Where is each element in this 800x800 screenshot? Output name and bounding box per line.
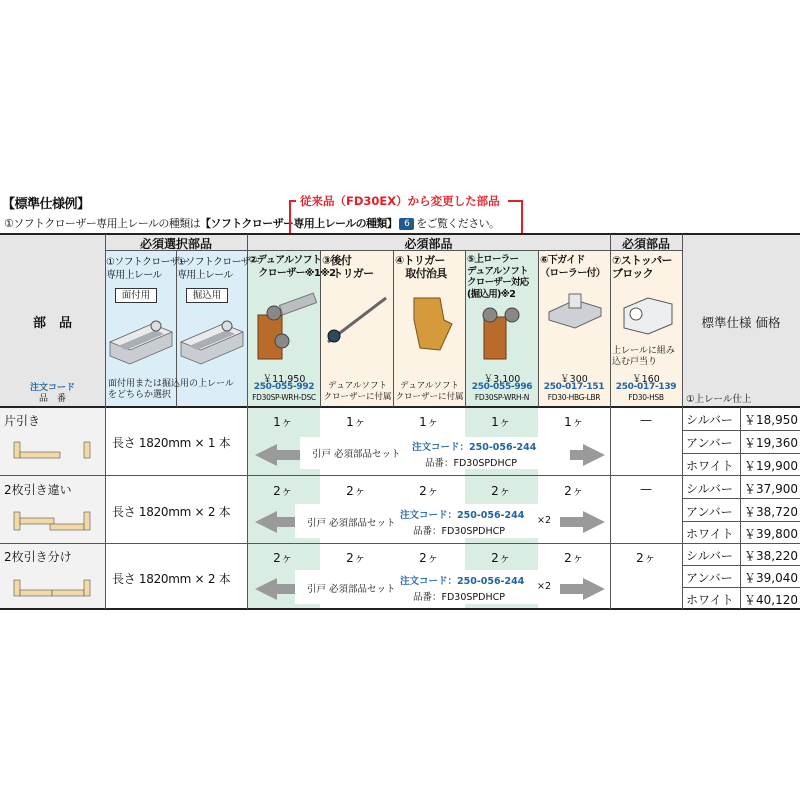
row-3-set-label: 引戸 必須部品セット — [307, 584, 396, 595]
rail-recessed-badge: 掘込用 — [186, 288, 228, 303]
dual-soft-closer-image — [254, 285, 318, 365]
part-3-name: ③後付 トリガー — [322, 254, 374, 280]
row-1-length: 長さ 1820mm × 1 本 — [112, 436, 231, 450]
row-1-qty-7: — — [640, 413, 652, 427]
price-sub-2b — [682, 521, 800, 522]
row-3-set-pno: 品番：FD30SPDHCP — [413, 592, 505, 603]
table-bottom-border — [0, 608, 800, 610]
parts-header-label: 部 品 — [32, 316, 72, 331]
bracket-right-top — [508, 200, 522, 202]
spec-finish-header: ①上レール仕上 — [686, 394, 752, 405]
part-7-note: 上レールに組み 込む戸当り — [612, 346, 675, 367]
reference-badge[interactable]: 6 — [399, 218, 414, 230]
price-sub-3b — [682, 587, 800, 588]
part-6-name: ⑥下ガイド （ローラー付） — [540, 255, 606, 279]
trigger-jig-image — [400, 290, 460, 355]
selectable-group-label: 必須選択部品 — [139, 237, 212, 251]
row-1-label: 片引き — [4, 414, 41, 428]
vline-8 — [682, 234, 683, 609]
row-2-multiplier: ×2 — [537, 515, 552, 526]
row-1-color-1: シルバー — [686, 413, 733, 427]
row-1-set-box — [300, 437, 570, 469]
part-2-price: ￥11,950 — [262, 374, 306, 385]
row-2-color-2: アンバー — [686, 505, 733, 519]
rail-option1-name: ①ソフトクローザー 専用上レール — [106, 257, 189, 281]
part-5-name: ⑤上ローラー デュアルソフト クローザー対応 (掘込用)※2 — [467, 254, 529, 300]
lower-guide-image — [545, 288, 605, 338]
page-title: 【標準仕様例】 — [2, 197, 90, 212]
row-2-set-code: 注文コード：250-056-244 — [400, 510, 525, 521]
row-2-set-label: 引戸 必須部品セット — [307, 518, 396, 529]
part-2-name: ②デュアルソフト クローザー※1※2 — [249, 255, 336, 279]
bracket-left-vertical — [289, 200, 291, 236]
row-1-price-1: ￥18,950 — [744, 413, 798, 427]
row-2-label: 2枚引き違い — [4, 483, 72, 497]
row-3-qty-7: 2ヶ — [636, 551, 656, 565]
row-2-price-3: ￥39,800 — [744, 527, 798, 541]
row-1-price-2: ￥19,360 — [744, 436, 798, 450]
price-sub-3a — [682, 565, 800, 566]
note-text-before: ①ソフトクローザー専用上レールの種類は — [4, 217, 201, 230]
row-3-color-3: ホワイト — [686, 593, 734, 607]
row-3-label: 2枚引き分け — [4, 550, 72, 564]
row-1-color-2: アンバー — [686, 436, 733, 450]
row-3-qty-5: 2ヶ — [491, 551, 511, 565]
part-2-code: 250-055-992 — [253, 382, 315, 392]
row-1-qty-3: 1ヶ — [346, 415, 366, 429]
required-group-label: 必須部品 — [404, 237, 453, 251]
row-3-price-3: ￥40,120 — [744, 593, 798, 607]
row-1-qty-6: 1ヶ — [564, 415, 584, 429]
part-4-note: デュアルソフト クローザーに付属 — [395, 381, 464, 402]
changed-parts-label: 従来品（FD30EX）から変更した部品 — [300, 194, 500, 208]
bracket-right-vertical — [521, 200, 523, 236]
row-3-qty-4: 2ヶ — [419, 551, 439, 565]
part-7-name: ⑦ストッパー ブロック — [612, 254, 672, 280]
price-sub-1b — [682, 453, 800, 454]
recessed-rail-image — [177, 312, 247, 370]
row-2-color-3: ホワイト — [686, 527, 734, 541]
row2-bottom — [0, 543, 800, 544]
vline-price-split — [740, 407, 741, 609]
row1-bottom — [0, 475, 800, 476]
row-3-length: 長さ 1820mm × 2 本 — [112, 572, 231, 586]
note-text-bold: 【ソフトクローザー専用上レールの種類】 — [200, 217, 398, 230]
row-2-qty-5: 2ヶ — [491, 484, 511, 498]
vline-5 — [465, 250, 466, 407]
stopper-block-image — [618, 288, 678, 336]
part-6-price: ￥300 — [560, 374, 588, 385]
part-7-price: ￥160 — [632, 374, 660, 385]
part-5-code: 250-055-996 — [471, 382, 533, 392]
row-3-price-2: ￥39,040 — [744, 571, 798, 585]
price-sub-2a — [682, 498, 800, 499]
retrofit-trigger-image — [322, 290, 392, 350]
header-body-divider — [0, 406, 800, 408]
double-bypass-diagram-icon — [12, 508, 92, 534]
part-5-price: ￥3,100 — [483, 374, 521, 385]
row-1-set-pno: 品番：FD30SPDHCP — [425, 458, 517, 469]
single-sliding-diagram-icon — [12, 440, 92, 462]
surface-rail-image — [106, 312, 176, 370]
row-1-set-label: 引戸 必須部品セット — [312, 449, 401, 460]
row-3-color-2: アンバー — [686, 571, 733, 585]
row-1-color-3: ホワイト — [686, 459, 734, 473]
rail-choice-caption: 面付用または掘込用の上レール をどちらか選択 — [108, 379, 234, 400]
rail-option2-name: ①ソフトクローザー 専用上レール — [177, 257, 260, 281]
row-2-qty-7: — — [640, 482, 652, 496]
row-3-set-box — [295, 570, 560, 604]
note-text-after: をご覧ください。 — [416, 217, 500, 230]
row-2-length: 長さ 1820mm × 2 本 — [112, 505, 231, 519]
row-3-set-code: 注文コード：250-056-244 — [400, 576, 525, 587]
row-1-qty-4: 1ヶ — [419, 415, 439, 429]
required2-group-label: 必須部品 — [621, 237, 670, 251]
row-2-price-1: ￥37,900 — [744, 482, 798, 496]
row-2-set-box — [295, 504, 560, 538]
part-4-name: ④トリガー 取付治具 — [395, 254, 447, 280]
part-2-pno: FD30SP-WRH-DSC — [252, 393, 316, 402]
row-2-qty-2: 2ヶ — [273, 484, 293, 498]
row-2-qty-3: 2ヶ — [346, 484, 366, 498]
row-2-qty-6: 2ヶ — [564, 484, 584, 498]
bi-parting-diagram-icon — [12, 578, 92, 600]
spec-price-header: 標準仕様 価格 — [701, 315, 781, 330]
part-3-note: デュアルソフト クローザーに付属 — [323, 381, 392, 402]
row-1-set-code: 注文コード：250-056-244 — [412, 442, 537, 453]
row-2-qty-4: 2ヶ — [419, 484, 439, 498]
row-2-price-2: ￥38,720 — [744, 505, 798, 519]
row-2-set-pno: 品番：FD30SPDHCP — [413, 526, 505, 537]
row-3-color-1: シルバー — [686, 549, 733, 563]
row-3-qty-3: 2ヶ — [346, 551, 366, 565]
row-3-price-1: ￥38,220 — [744, 549, 798, 563]
row-2-color-1: シルバー — [686, 482, 733, 496]
row-1-qty-2: 1ヶ — [273, 415, 293, 429]
vline-1 — [105, 234, 106, 609]
part-6-pno: FD30-HBG-LBR — [547, 393, 601, 402]
row-3-multiplier: ×2 — [537, 581, 552, 592]
rail-surface-badge: 面付用 — [115, 288, 157, 303]
part-5-pno: FD30SP-WRH-N — [474, 393, 530, 402]
row-1-qty-5: 1ヶ — [491, 415, 511, 429]
product-no-header: 品 番 — [38, 394, 66, 404]
row-3-qty-6: 2ヶ — [564, 551, 584, 565]
part-7-code: 250-017-139 — [615, 382, 677, 392]
row-1-price-3: ￥19,900 — [744, 459, 798, 473]
price-sub-1a — [682, 430, 800, 431]
order-code-header: 注文コード — [29, 383, 75, 393]
part-7-pno: FD30-HSB — [628, 393, 664, 402]
part-6-code: 250-017-151 — [543, 382, 605, 392]
rail-type-note — [4, 215, 499, 231]
upper-roller-image — [474, 295, 534, 365]
row-3-qty-2: 2ヶ — [273, 551, 293, 565]
